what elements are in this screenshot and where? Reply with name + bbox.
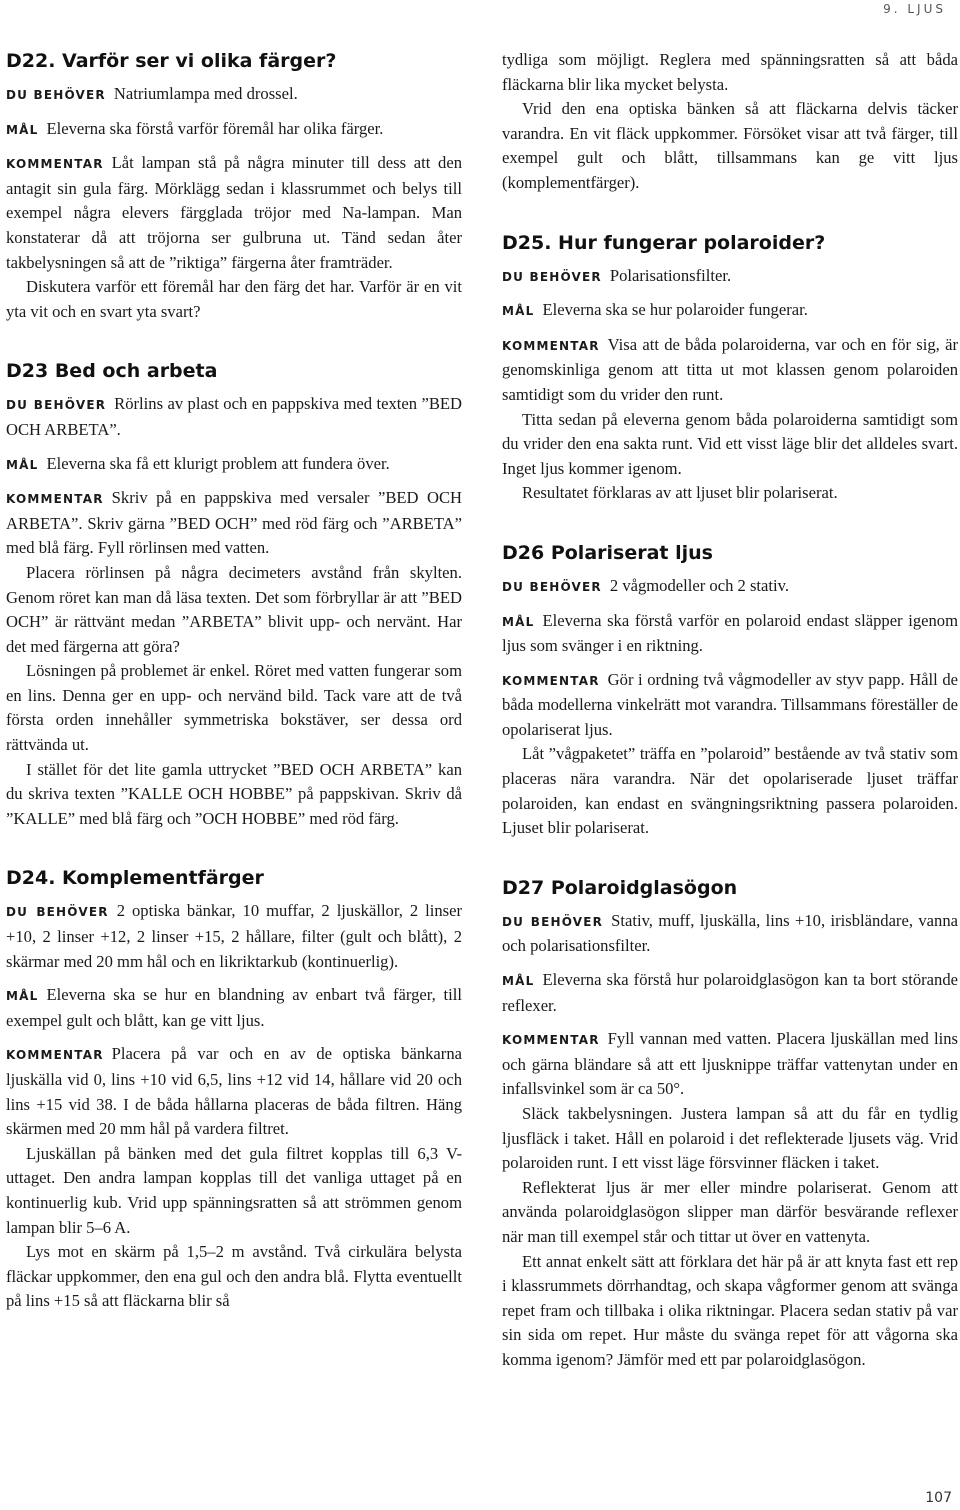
goal-text: Eleverna ska förstå varför föremål har olika färger. xyxy=(46,118,384,138)
needs-text: Natriumlampa med drossel. xyxy=(113,84,298,103)
goal-label: MÅL xyxy=(502,614,535,629)
comment-field xyxy=(502,668,958,743)
comment-text: Placera på var och en av de optiska bänkarna ljuskälla vid 0, lins +10 vid 6,5, lins +12 vid 14, hållare vid 20 och lins +15 vid 38. I de båda hållarna placeras de båda filtren. Häng skärmen med 20 mm hål på vardera filtret. xyxy=(6,1044,462,1139)
section-d27 xyxy=(502,875,958,1373)
needs-text: Polarisationsfilter. xyxy=(609,265,732,285)
section-title: D27 Polaroidglasögon xyxy=(502,876,738,899)
comment-field xyxy=(502,1027,958,1102)
needs-field xyxy=(502,264,958,290)
needs-text: 2 vågmodeller och 2 stativ. xyxy=(609,575,789,595)
goal-text: Eleverna ska förstå hur polaroidglasögon kan ta bort störande reflexer. xyxy=(502,970,958,1015)
needs-field xyxy=(502,574,958,600)
comment-text: Låt lampan stå på några minuter till dess att den antagit sin gula färg. Mörklägg sedan i klassrummet och belys till exempel några elevers färgglada tröjor med Na-lampan. Man konstaterar då att tröjorna ser gulbruna ut. Tänd sedan åter takbelysningen så att de ”riktiga” färgerna åter framträder. xyxy=(6,153,462,272)
needs-text: Stativ, muff, ljuskälla, lins +10, irisbländare, vanna och polarisationsfilter. xyxy=(502,910,958,956)
section-d23 xyxy=(6,358,462,831)
paragraph: Lösningen på problemet är enkel. Röret med vatten fungerar som en lins. Denna ger en upp- och nervänd bild. Tack vare att de två första orden innehåller symmetriska bokstäver, ser dessa ord rättvända ut. xyxy=(6,661,462,755)
section-title: D23 Bed och arbeta xyxy=(6,360,218,383)
comment-field xyxy=(502,333,958,408)
paragraph: Placera rörlinsen på några decimeters avstånd från skylten. Genom röret kan man då läsa texten. Det som förbryllar är att ”BED OCH” är rättvänt medan ”ARBETA” blivit upp- och nervänt. Har det med färgerna att göra? xyxy=(6,562,462,656)
comment-label: KOMMENTAR xyxy=(6,1048,104,1063)
paragraph: Låt ”vågpaketet” träffa en ”polaroid” bestående av två stativ som placeras nära varandra. När det opolariserade ljuset träffar polaroiden, kan endast en svängningsriktning passera polaroiden. Ljuset blir polariserat. xyxy=(502,744,958,838)
goal-field xyxy=(502,609,958,659)
needs-label: DU BEHÖVER xyxy=(6,905,109,920)
goal-field xyxy=(6,117,462,143)
paragraph: Resultatet förklaras av att ljuset blir polariserat. xyxy=(522,483,838,503)
section-d25 xyxy=(502,230,958,506)
goal-text: Eleverna ska få ett klurigt problem att fundera över. xyxy=(46,453,390,473)
comment-field xyxy=(6,151,462,275)
comment-label: KOMMENTAR xyxy=(502,338,600,353)
goal-label: MÅL xyxy=(6,989,39,1004)
paragraph: Diskutera varför ett föremål har den färg det har. Varför är en vit yta vit och en svart yta svart? xyxy=(6,277,462,321)
goal-field xyxy=(6,452,462,478)
comment-field xyxy=(6,1042,462,1141)
goal-text: Eleverna ska se hur polaroider fungerar. xyxy=(542,300,808,320)
goal-text: Eleverna ska förstå varför en polaroid endast släpper igenom ljus som svänger i en riktning. xyxy=(502,610,958,656)
section-d22 xyxy=(6,48,462,324)
comment-text: Skriv på en pappskiva med versaler ”BED OCH ARBETA”. Skriv gärna ”BED OCH” med röd färg och ”ARBETA” med blå färg. Fyll rörlinsen med vatten. xyxy=(6,488,462,558)
goal-field xyxy=(502,298,958,324)
paragraph: Vrid den ena optiska bänken så att fläckarna delvis täcker varandra. En vit fläck uppkommer. Försöket visar att två färger, till exempel gult och blått, tillsammans kan ge vitt ljus (komplementfärger). xyxy=(502,99,958,192)
needs-field xyxy=(6,392,462,442)
section-title: D25. Hur fungerar polaroider? xyxy=(502,231,826,254)
goal-label: MÅL xyxy=(502,974,535,989)
needs-label: DU BEHÖVER xyxy=(502,914,604,929)
paragraph: I stället för det lite gamla uttrycket ”BED OCH ARBETA” kan du skriva texten ”KALLE OCH HOBBE” på pappskivan. Skriv då ”KALLE” med blå färg och ”OCH HOBBE” med röd färg. xyxy=(6,759,462,828)
goal-field xyxy=(6,983,462,1033)
goal-label: MÅL xyxy=(6,122,39,137)
goal-field xyxy=(502,968,958,1018)
page-number: 107 xyxy=(925,1490,952,1506)
comment-label: KOMMENTAR xyxy=(6,157,104,172)
comment-label: KOMMENTAR xyxy=(502,673,600,688)
comment-label: KOMMENTAR xyxy=(502,1033,600,1048)
section-title: D24. Komplementfärger xyxy=(6,867,264,890)
goal-text: Eleverna ska se hur en blandning av enbart två färger, till exempel gult och blått, kan ge vitt ljus. xyxy=(6,985,462,1030)
paragraph: Lys mot en skärm på 1,5–2 m avstånd. Två cirkulära belysta fläckar uppkommer, den ena gul och den andra blå. Flytta eventuellt på lins +15 så att fläckarna blir så xyxy=(6,1242,462,1311)
section-title: D22. Varför ser vi olika färger? xyxy=(6,50,337,72)
needs-label: DU BEHÖVER xyxy=(6,88,106,102)
continued-text: tydliga som möjligt. Reglera med spänningsratten så att båda fläckarna blir lika mycket belysta. xyxy=(502,50,958,94)
section-d24 xyxy=(6,865,462,1314)
needs-label: DU BEHÖVER xyxy=(502,579,602,594)
left-column xyxy=(6,48,462,1314)
paragraph: Reflekterat ljus är mer eller mindre polariserat. Genom att använda polaroidglasögon slipper man därför besvärande reflexer när man till exempel står och tittar ut över en vattenyta. xyxy=(502,1177,958,1246)
needs-field xyxy=(6,899,462,974)
needs-text: Rörlins av plast och en pappskiva med texten ”BED OCH ARBETA”. xyxy=(6,394,463,439)
goal-label: MÅL xyxy=(6,457,39,472)
section-d24-continued xyxy=(502,48,958,196)
comment-text: Visa att de båda polaroiderna, var och en för sig, är genomskinliga genom att titta ut mot klassen genom polaroiden samtidigt som du vrider den runt. xyxy=(502,334,958,404)
comment-field xyxy=(6,486,462,561)
paragraph: Släck takbelysningen. Justera lampan så att du får en tydlig ljusfläck i taket. Håll en polaroid i det reflekterade ljusets väg. Vrid polaroiden runt. I ett visst läge försvinner fläcken i taket. xyxy=(502,1104,958,1173)
paragraph: Ljuskällan på bänken med det gula filtret kopplas till 6,3 V-uttaget. Den andra lampan kopplas till det vanliga uttaget på en kontinuerlig kub. Vrid upp spänningsratten så att strömmen genom lampan blir 5–6 A. xyxy=(6,1143,462,1237)
section-title: D26 Polariserat ljus xyxy=(502,541,713,564)
comment-text: Fyll vannan med vatten. Placera ljuskällan med lins och gärna bländare så att ett ljusknippe träffar vattenytan under en infallsvinkel som är ca 50°. xyxy=(502,1029,958,1099)
needs-text: 2 optiska bänkar, 10 muffar, 2 ljuskällor, 2 linser +10, 2 linser +12, 2 linser +15, 2 hållare, filter (gult och blått), 2 skärmar med 20 mm hål och en likriktarkub (kontinuerlig). xyxy=(6,901,462,971)
needs-label: DU BEHÖVER xyxy=(502,269,602,284)
comment-text: Gör i ordning två vågmodeller av styv papp. Håll de båda modellerna vinkelrätt mot varandra. Tillsammans föreställer de opolariserat ljus. xyxy=(502,669,958,739)
section-d26 xyxy=(502,540,958,841)
right-column xyxy=(502,48,958,1373)
chapter-header: 9. LJUS xyxy=(883,2,946,16)
needs-label: DU BEHÖVER xyxy=(6,398,107,413)
comment-label: KOMMENTAR xyxy=(6,492,104,507)
needs-field xyxy=(6,82,462,108)
paragraph: Ett annat enkelt sätt att förklara det här på är att knyta fast ett rep i klassrummets dörrhandtag, och skapa vågformer genom att svänga repet fram och tillbaka i olika riktningar. Placera sedan stativ på var sin sida om repet. Hur måste du svänga repet för att vågorna ska komma igenom? Jämför med ett par polaroidglasögon. xyxy=(502,1251,958,1369)
paragraph: Titta sedan på eleverna genom båda polaroiderna samtidigt som du vrider den ena sakta runt. Vid ett visst läge blir det alldeles svart. Inget ljus kommer igenom. xyxy=(502,409,958,478)
needs-field xyxy=(502,909,958,959)
goal-label: MÅL xyxy=(502,304,535,319)
